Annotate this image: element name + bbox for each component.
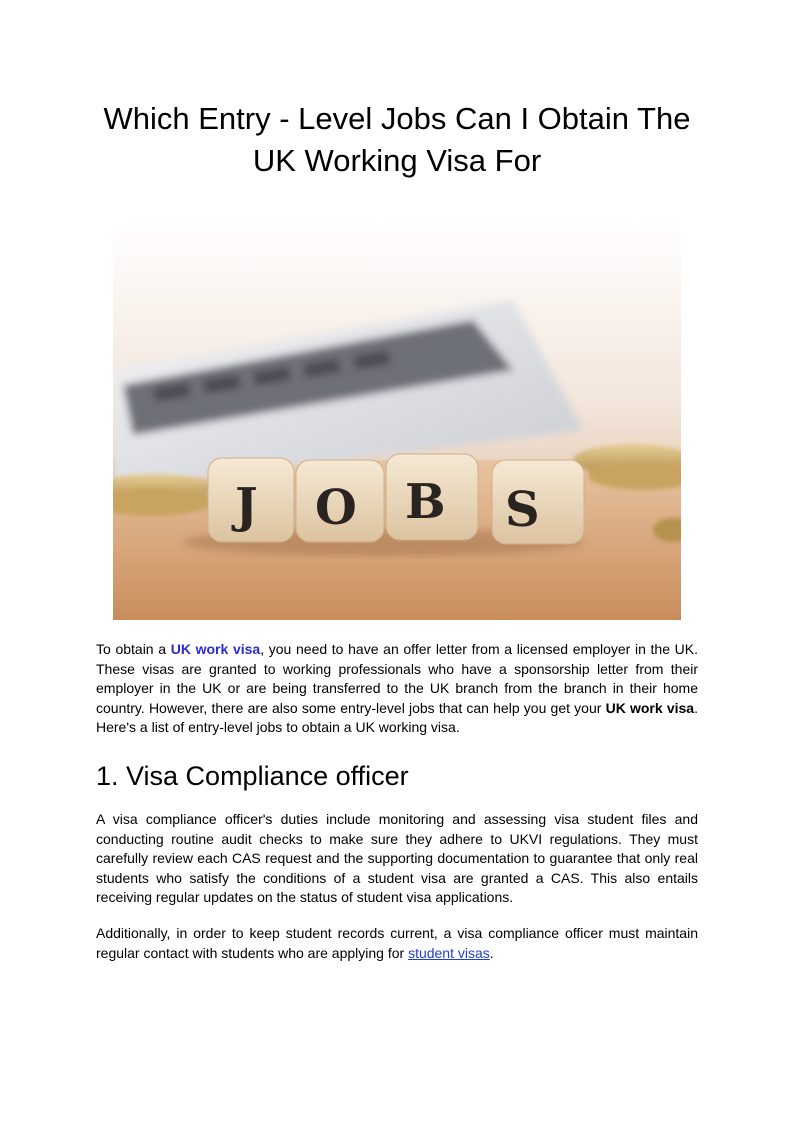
intro-paragraph: To obtain a UK work visa, you need to have an offer letter from a licensed employer in the UK. These visas are granted to working professionals who have a sponsorship letter from their employer in the UK or are being transferred to the UK branch from the branch in their home country. However, there are also some entry-level jobs that can help you get your UK work visa. Here's a list of entry-level jobs to obtain a UK working visa. [96,641,699,736]
uk-work-visa-link[interactable]: UK work visa [170,641,261,657]
die-s [492,460,584,544]
title-line-2: UK Working Visa For [252,143,542,178]
die-letter-o: O [315,480,357,536]
section-paragraph-2: Additionally, in order to keep student records current, a visa compliance officer must maintain regular contact with students who are applying for student visas. [96,925,698,961]
jobs-dice-photo [113,220,681,620]
student-visas-link[interactable]: student visas [408,944,490,961]
title-line-1: Which Entry - Level Jobs Can I Obtain The [103,101,691,136]
die-j [208,458,294,542]
die-letter-b: B [405,474,446,530]
section-heading: 1. Visa Compliance officer [96,761,409,791]
page-title [60,98,734,182]
die-o [296,460,384,542]
die-b [386,454,478,540]
die-letter-j: J [235,478,258,534]
uk-work-visa-bold: UK work visa [605,699,695,716]
section-paragraph-1: A visa compliance officer's duties include monitoring and assessing visa student files and conducting routine audit checks to make sure they adhere to UKVI regulations. They must carefully review each CAS request and the supporting documentation to guarantee that only real students who satisfy the conditions of a student visa are granted a CAS. This also entails receiving regular updates on the status of student visa applications. [96,811,698,906]
jobs-dice-illustration [113,220,681,620]
die-letter-s: S [505,482,540,538]
